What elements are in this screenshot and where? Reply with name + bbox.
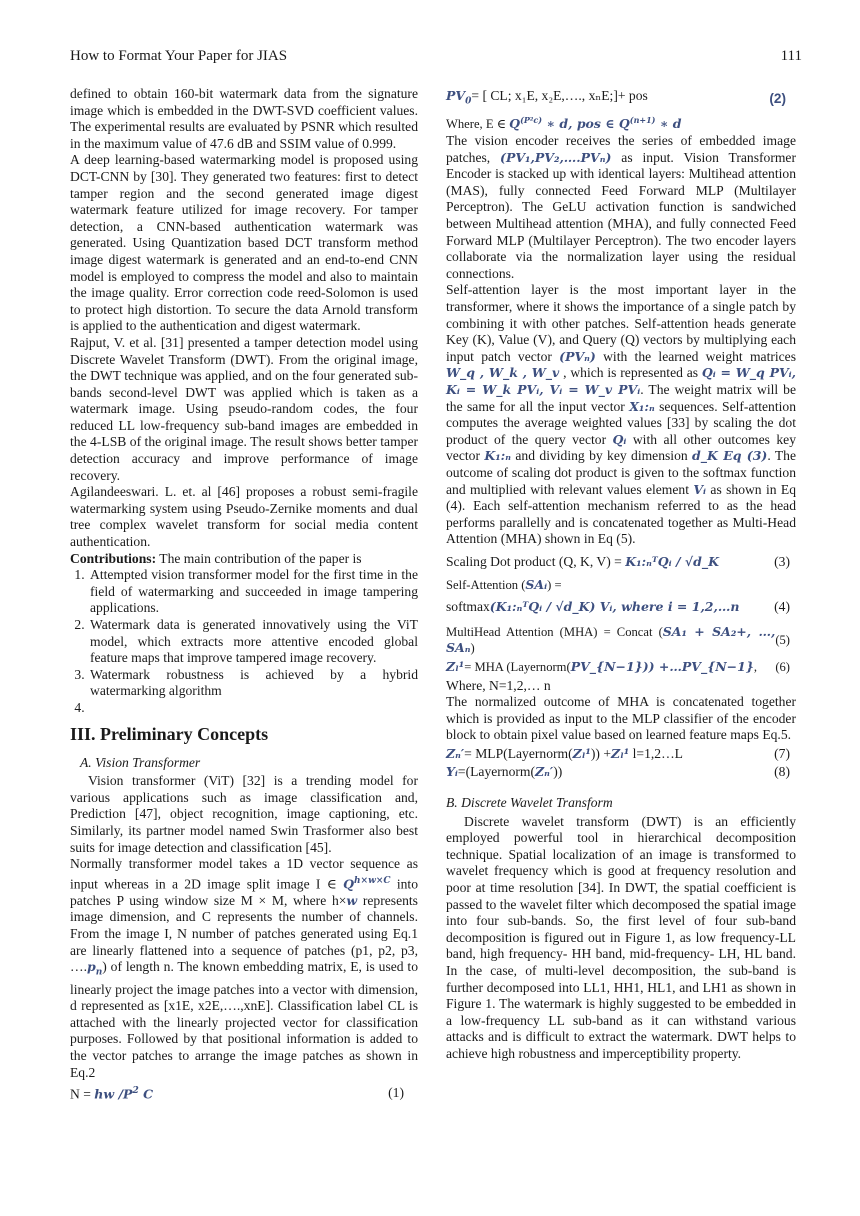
math-expression: ∗ d	[655, 116, 682, 132]
math-symbol: Q	[618, 116, 630, 132]
text-run: ) =	[547, 577, 562, 592]
math-expression: Qᵢ = W_q PVᵢ, Kᵢ = W_k PVᵢ, Vᵢ = W_v PVᵢ	[446, 365, 797, 397]
text-run: into patches P using window size M × M, where h×	[70, 876, 418, 908]
text-run: ) of length n. The known embedding matrix, E, is used to linearly project the image patches into a vector with dimension, d represented as [x1E, x2E,….,xnE]. Classification label CL is attached with the linearly projected vector for classification purposes. Followed by that positional information is added to the vector patches to arrange the image patches as shown in Eq.2	[70, 959, 418, 1080]
page-number: 111	[780, 48, 802, 64]
equation-number: (1)	[388, 1084, 404, 1100]
text-run: with all other outcomes key vector	[446, 431, 796, 464]
math-expression: PV	[446, 88, 466, 103]
math-symbol: p	[87, 959, 96, 975]
paragraph: Vision transformer (ViT) [32] is a trending model for various applications such as image classification and, Prediction [47], object recognition, image captioning, etc. Similarly, its partner model named Swin Trasformer also best suits for image detection and classification [45].	[70, 773, 418, 855]
text-run: l=1,2…L	[629, 745, 683, 761]
math-subscript: 0	[465, 96, 472, 107]
math-expression: PV_{N−1})) +…PV_{N−1}	[570, 658, 754, 674]
equation-body	[446, 624, 775, 657]
text-run: )	[470, 641, 475, 656]
text-run: =(Layernorm(	[457, 764, 536, 780]
text-run: as shown in Eq (4). Each self-attention mechanism referred to as the head performs parallelly and is concatenated together as Multi-Head Attention (MHA) shown in Eq (5).	[446, 481, 796, 547]
text-run: Self-Attention (	[446, 577, 526, 592]
text-run: Normally transformer model takes a 1D vector sequence as input whereas in a 2D image split image I ∈	[70, 856, 418, 892]
math-expression: X₁:ₙ	[629, 398, 655, 414]
math-expression: ∗ d, pos ∈	[542, 116, 619, 132]
text-run: as input. Vision Transformer Encoder is stacked up with identical layers: Multihead attention (MAS), fully connected Feed Forward MLP (Multilayer Perceptron). The GeLU activation function is sandwiched between Multihead attention (MHA), and fully connected Feed Forward MLP (Multilayer Perceptron). The two encoder layers collaborate via the normalization layer using the residual connections.	[446, 149, 796, 281]
math-symbol: w	[346, 892, 358, 908]
left-column	[70, 86, 418, 1105]
text-run: )) +	[590, 745, 611, 761]
text-run: Scaling Dot product (Q, K, V) =	[446, 553, 626, 569]
text-run: softmax	[446, 599, 490, 615]
text-run: represents image dimension, and C represents the number of channels. From the image I, N number of patches generated using Eq.1 are linearly flattened into a sequence of patches (p1, p2, p3, ….	[70, 892, 418, 975]
right-column	[446, 86, 796, 1063]
paragraph	[70, 856, 418, 1081]
math-expression: Zₗ¹	[572, 745, 591, 761]
equation-7	[446, 746, 796, 763]
math-expression: (K₁:ₙᵀQᵢ / √d_K) Vᵢ, where i = 1,2,…n	[489, 599, 740, 615]
math-expression: d_K Eq (3)	[692, 448, 768, 464]
list-item: 1. Attempted vision transformer model for the first time in the field of watermarking and succeeded in image tampering applications.	[88, 567, 418, 617]
math-expression: Qᵢ	[612, 431, 627, 447]
text-run: = MLP(Layernorm(	[464, 745, 573, 761]
math-superscript: h×w×C	[354, 875, 391, 886]
text-run: and dividing by key dimension	[511, 448, 693, 464]
text-run: with the learned weight matrices	[595, 348, 797, 364]
equation-body	[446, 746, 683, 763]
text-run: The vision encoder receives the series of embedded image patches,	[446, 133, 796, 165]
math-expression: C	[138, 1086, 154, 1102]
contributions-paragraph	[70, 551, 418, 568]
equation-body	[446, 554, 719, 571]
equation-6	[446, 659, 796, 676]
math-expression: (PV₁,PV₂,….PVₙ)	[500, 149, 612, 165]
equation-number: (8)	[774, 764, 790, 780]
contributions-text: The main contribution of the paper is	[156, 550, 362, 566]
text-run: Self-attention layer is the most important layer in the transformer, where it shows the importance of a single patch by combining it with other patches. Self-attention heads generate Key (K), Value (V), and Query (Q) vectors by multiplying each input patch vector	[446, 282, 796, 364]
math-expression: (PVₙ)	[559, 348, 596, 364]
equation-body	[446, 764, 562, 781]
math-expression: Zₙ′	[535, 764, 554, 780]
equation-4	[446, 599, 796, 616]
list-item	[88, 700, 418, 717]
math-superscript: 2	[132, 1086, 139, 1097]
paragraph: Agilandeeswari. L. et. al [46] proposes a robust semi-fragile watermarking system using Pseudo-Zernike moments and dual tree complex wavelet transform for social media content authentication.	[70, 484, 418, 550]
math-expression: K₁:ₙᵀQᵢ / √d_K	[625, 553, 719, 569]
math-expression: Zₗ¹	[611, 745, 630, 761]
paragraph: A deep learning-based watermarking model is proposed using DCT-CNN by [30]. They generated two features: first to detect tamper region and the second generated image digest watermark feature utilized for image recovery. For tamper detection, a CNN-based authentication watermark was generated. Using Quantization based DCT transform method image digest watermark is generated and an end-to-end CNN model is employed to compress the model and also to maintain the image quality. Error correction code reed-Solomon is used to protect high distortion. To secure the data Arnold transform is applied to the authentication and digest watermark.	[70, 152, 418, 334]
math-symbol: Q	[343, 876, 354, 892]
equation-body	[446, 659, 757, 676]
text-run: = [ CL; x₁E, x₂E,…., xₙE;]+ pos	[471, 88, 648, 103]
equation-3	[446, 554, 796, 571]
equation-number: (2)	[769, 90, 786, 106]
paragraph: Discrete wavelet transform (DWT) is an efficiently employed powerful tool in hierarchical decomposition technique. Spatial localization of an image is transformed to wavelet frequency which is good at frequency resolution and poor at time resolution [34]. In DWT, the spatial coefficient is passed to the wavelet filter which decomposed the spatial image into four sub-bands. So, the first level of four sub-band decomposition is figured out in Figure 1, as low frequency-LL band, high frequency- HH band, mid-frequency- LH, HL band. In the case, of multi-level decomposition, the sub-band is further decomposed into LL1, HH1, HL1, and LH1 as shown in Figure 1. The watermark is highly suggested to be embedded in a low-frequency LL sub-band as it can withstand various attacks and is difficult to extract the watermark. DWT helps to achieve high robustness and imperceptibility property.	[446, 813, 796, 1061]
math-expression: Yᵢ	[446, 764, 458, 780]
subsection-heading: B. Discrete Wavelet Transform	[446, 795, 613, 811]
math-subscript: n	[95, 967, 103, 978]
equation-body	[446, 599, 739, 616]
equation-8	[446, 764, 796, 781]
equation-number: (4)	[774, 599, 790, 615]
equation-1	[70, 1083, 418, 1103]
text-run: ))	[553, 764, 563, 780]
math-expression: Vᵢ	[693, 481, 707, 497]
list-item: 3. Watermark robustness is achieved by a hybrid watermarking algorithm	[88, 667, 418, 700]
math-expression: K₁:ₙ	[484, 448, 512, 464]
equation-2	[446, 88, 796, 110]
text-run: sequences. Self-attention computes the average weighted values [33] by scaling the dot product of the query vector	[446, 398, 797, 447]
equation-body	[446, 88, 648, 110]
paragraph: The normalized outcome of MHA is concatenated together which is provided as input to the MLP classifier of the encoder block to obtain pixel value based on learned feature maps Eq.5.	[446, 694, 796, 743]
section-heading: III. Preliminary Concepts	[70, 723, 269, 744]
equation-number: (7)	[774, 745, 790, 761]
running-title: How to Format Your Paper for JIAS	[70, 48, 288, 64]
math-superscript: (n+1)	[629, 115, 656, 126]
text-run: . The outcome of scaling dot product is given to the softmax function and multiplied with relevant values element	[446, 448, 796, 497]
equation-number: (6)	[775, 659, 790, 674]
page-header	[70, 48, 802, 68]
text-run: N =	[70, 1086, 95, 1102]
paragraph: defined to obtain 160-bit watermark data from the signature image which is embedded in the DWT-SVD coefficient values. The experimental results are evaluated by PSNR which resulted in the maximum value of 47.6 dB and SSIM value of 0.999.	[70, 86, 418, 151]
where-clause	[446, 112, 796, 133]
contributions-label: Contributions:	[70, 550, 157, 566]
equation-4-label	[446, 577, 796, 594]
math-expression: SAᵢ	[525, 576, 548, 592]
paragraph: Rajput, V. et al. [31] presented a tamper detection model using Discrete Wavelet Transform (DWT). From the original image, the DWT technique was applied, and on the four generated sub-bands second-level DWT was applied which is taken as a watermark image. Using pseudo-random codes, the four reduced LL low-frequency sub-band images are embedded in the 4-LSB of the original image. The result shows better tamper detection accuracy and improve performance of image recovery.	[70, 334, 418, 483]
text-run: = MHA (Layernorm(	[464, 659, 571, 674]
subsection-heading: A. Vision Transformer	[80, 754, 201, 770]
text-run: Where, E ∈	[446, 117, 510, 132]
math-symbol: Q	[509, 116, 521, 132]
math-expression: SA₁ + SA₂+, …, SAₙ	[446, 623, 776, 656]
paragraph	[446, 133, 796, 282]
paragraph	[446, 282, 796, 548]
equation-body	[70, 1083, 153, 1103]
text-run: , which is represented as	[559, 365, 702, 381]
math-expression: Zₗ¹	[446, 658, 465, 674]
list-item: 2. Watermark data is generated innovatively using the ViT model, which extracts more attentive encoded global feature maps that improve tampered image recovery.	[88, 617, 418, 667]
text-run: . The weight matrix will be the same for all the input vector	[446, 382, 797, 414]
where-clause: Where, N=1,2,… n	[446, 677, 551, 693]
math-expression: W_q , W_k , W_v	[446, 365, 560, 381]
math-expression: Zₙ′	[446, 745, 465, 761]
text-run: ,	[753, 659, 758, 674]
equation-number: (5)	[775, 633, 790, 648]
text-run: MultiHead Attention (MHA) = Concat (	[446, 624, 663, 639]
equation-5	[446, 624, 796, 657]
equation-number: (3)	[774, 553, 790, 569]
math-expression: hw /P	[94, 1086, 133, 1102]
contributions-list	[70, 567, 418, 716]
math-superscript: (P²c)	[520, 115, 543, 126]
